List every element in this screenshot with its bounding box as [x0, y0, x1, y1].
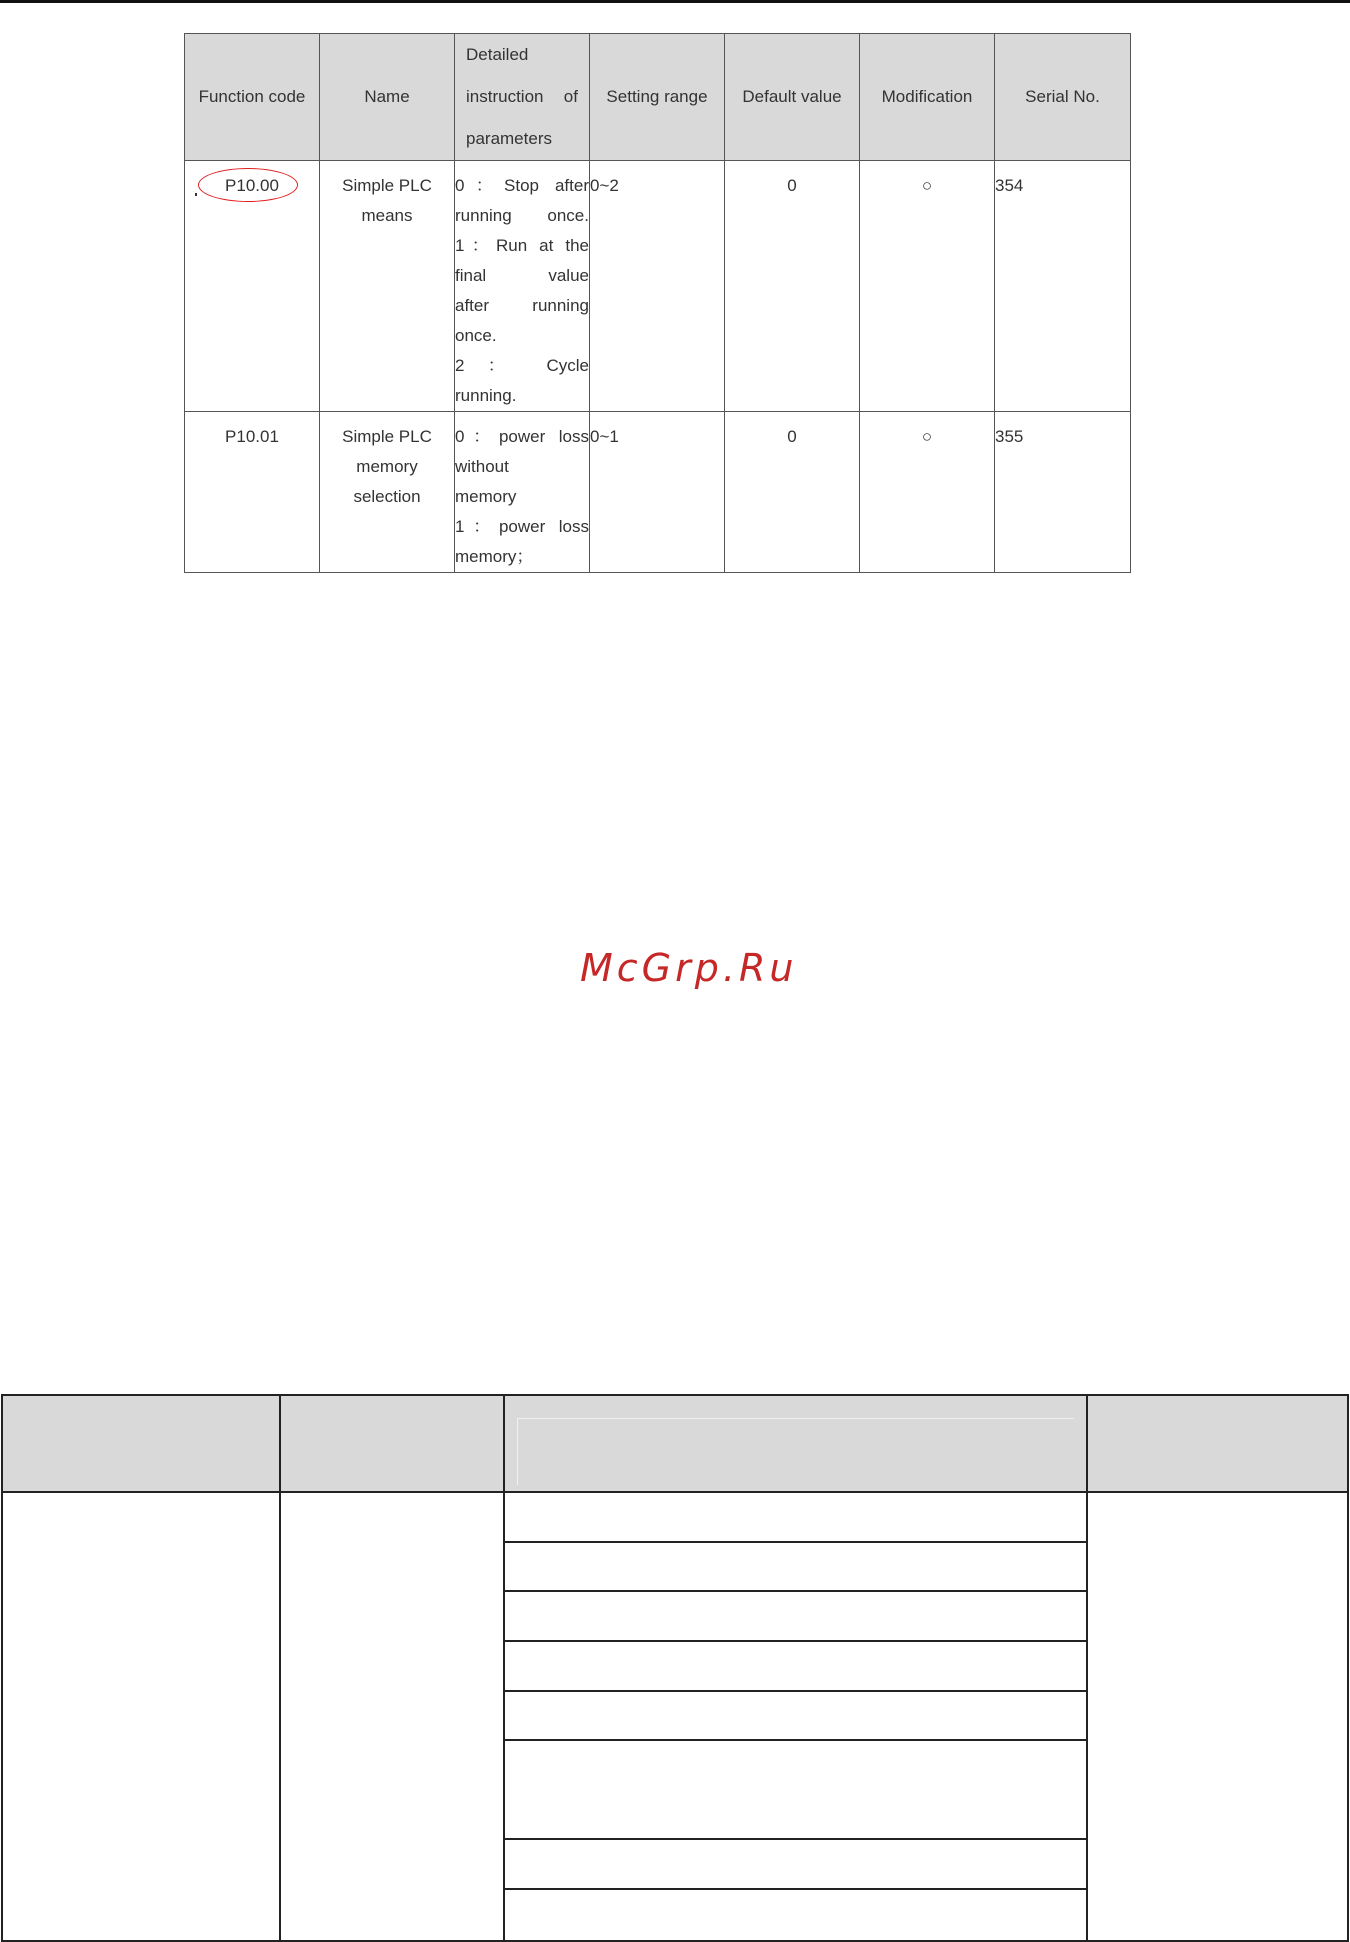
name-text: Simple PLC means [342, 176, 432, 225]
row-divider [503, 1888, 1088, 1890]
row-divider [503, 1590, 1088, 1592]
cell-detail [455, 161, 590, 412]
cell-setting-range: 0~2 [590, 161, 725, 412]
cell-serial-no: 354 [995, 161, 1131, 412]
row-divider [503, 1541, 1088, 1543]
parameter-table [184, 33, 1131, 573]
cell-modification: ○ [860, 161, 995, 412]
cell-serial-no: 355 [995, 412, 1131, 573]
function-code-highlight [221, 171, 283, 201]
header-name: Name [320, 34, 455, 161]
top-rule [0, 0, 1350, 3]
header-detailed-instruction [455, 34, 590, 161]
tick-mark [195, 193, 197, 196]
header-serial-no: Serial No. [995, 34, 1131, 161]
cell-modification: ○ [860, 412, 995, 573]
cell-function-code: P10.01 [185, 412, 320, 573]
cell-default-value: 0 [725, 412, 860, 573]
detail-line: 1：power loss [455, 517, 589, 536]
empty-table-border [1, 1394, 1349, 1942]
header-default-value: Default value [725, 34, 860, 161]
detail-line: without [455, 457, 509, 476]
row-divider [503, 1838, 1088, 1840]
detail-line: running once. [455, 206, 589, 225]
cell-detail [455, 412, 590, 573]
cell-function-code [185, 161, 320, 412]
name-text: Simple PLC memory selection [342, 427, 432, 506]
detail-line: running. [455, 386, 517, 405]
red-highlight-ellipse [198, 168, 298, 202]
detail-line: 0：power loss [455, 427, 589, 446]
row-divider [503, 1690, 1088, 1692]
header-function-code: Function code [185, 34, 320, 161]
column-divider [503, 1394, 505, 1942]
table-row [185, 161, 1131, 412]
cell-default-value: 0 [725, 161, 860, 412]
detail-line: 2 ： Cycle [455, 356, 589, 375]
detail-line: memory； [455, 547, 534, 566]
row-divider [503, 1739, 1088, 1741]
detail-line: once. [455, 326, 497, 345]
detail-line: memory [455, 487, 517, 506]
header-modification: Modification [860, 34, 995, 161]
detail-line: 1：Run at the [455, 236, 589, 255]
header-detailed-instruction-text: Detailed instruction of parameters [466, 45, 578, 148]
detail-line: final value [455, 266, 589, 285]
detail-line: after running [455, 296, 589, 315]
cell-name [320, 161, 455, 412]
table-row [185, 412, 1131, 573]
detail-line: 0：Stop after [455, 176, 589, 195]
column-divider [1086, 1394, 1088, 1942]
column-divider [279, 1394, 281, 1942]
row-divider [503, 1640, 1088, 1642]
function-code-text: P10.00 [225, 176, 279, 195]
table-header-row [185, 34, 1131, 161]
header-divider [1, 1491, 1349, 1493]
cell-setting-range: 0~1 [590, 412, 725, 573]
cell-name [320, 412, 455, 573]
header-setting-range: Setting range [590, 34, 725, 161]
watermark: McGrp.Ru [580, 946, 798, 990]
